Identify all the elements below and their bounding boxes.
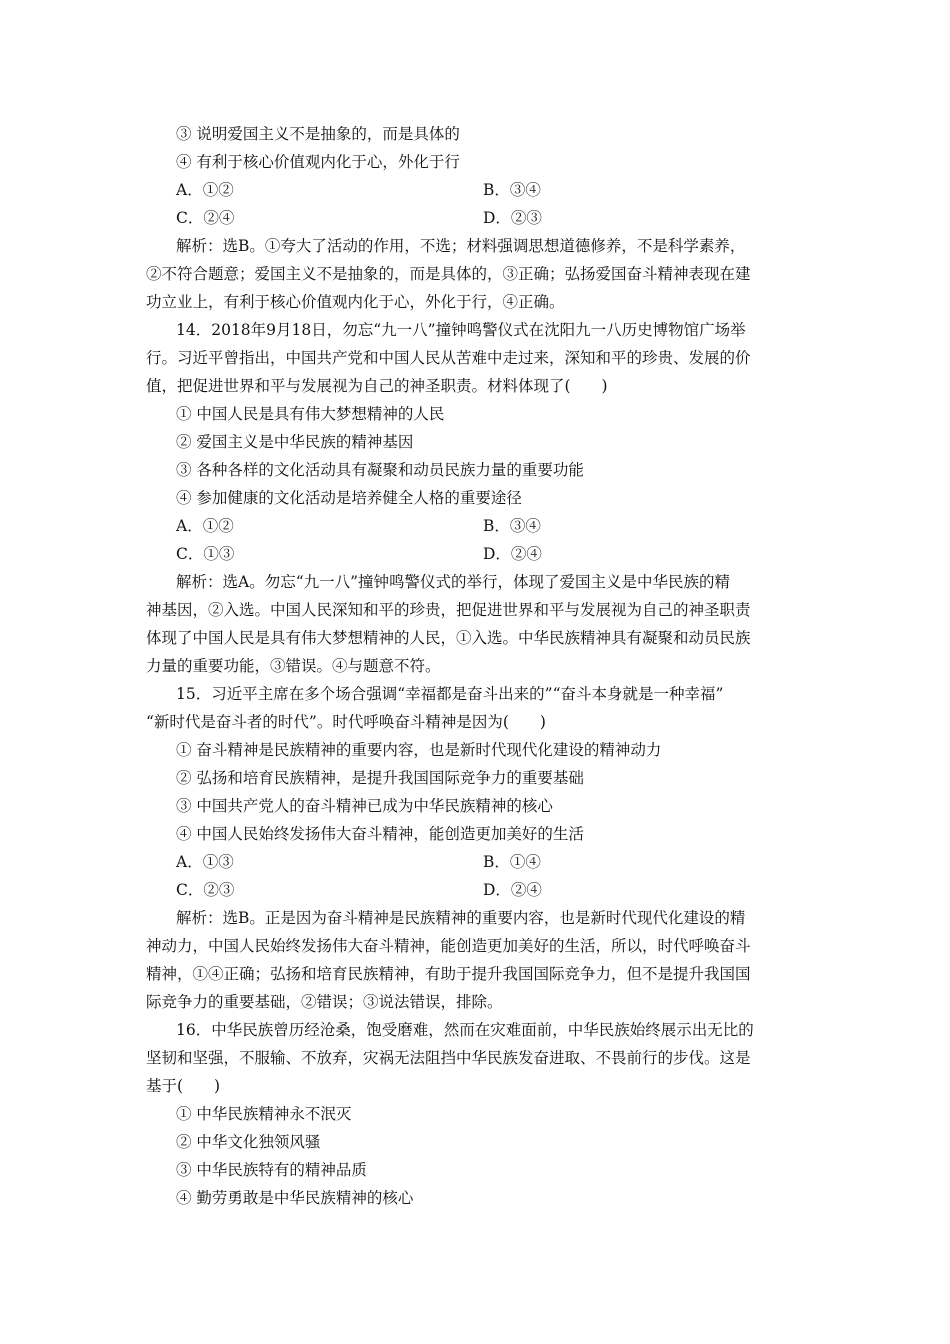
q14-item-3: ③ 各种各样的文化活动具有凝聚和动员民族力量的重要功能 bbox=[176, 461, 584, 479]
q14-option-d: D．②④ bbox=[483, 545, 542, 563]
q14-analysis-line: 力量的重要功能，③错误。④与题意不符。 bbox=[146, 657, 441, 675]
q14-stem-line: 行。习近平曾指出，中国共产党和中国人民从苦难中走过来，深知和平的珍贵、发展的价 bbox=[146, 349, 751, 367]
q15-option-d: D．②④ bbox=[483, 881, 542, 899]
q13-option-d: D．②③ bbox=[483, 209, 542, 227]
q16-stem-line: 坚韧和坚强，不服输、不放弃，灾祸无法阻挡中华民族发奋进取、不畏前行的步伐。这是 bbox=[146, 1049, 751, 1067]
q15-stem-line: 15．习近平主席在多个场合强调“幸福都是奋斗出来的”“奋斗本身就是一种幸福” bbox=[176, 685, 724, 703]
q15-analysis-line: 神动力，中国人民始终发扬伟大奋斗精神，能创造更加美好的生活，所以，时代呼唤奋斗 bbox=[146, 937, 751, 955]
q15-item-4: ④ 中国人民始终发扬伟大奋斗精神，能创造更加美好的生活 bbox=[176, 825, 584, 843]
q13-option-b: B．③④ bbox=[483, 181, 541, 199]
q16-item-1: ① 中华民族精神永不泯灭 bbox=[176, 1105, 352, 1123]
q14-analysis-line: 神基因，②入选。中国人民深知和平的珍贵，把促进世界和平与发展视为自己的神圣职责 bbox=[146, 601, 751, 619]
q16-item-4: ④ 勤劳勇敢是中华民族精神的核心 bbox=[176, 1189, 414, 1207]
q13-item-4: ④ 有利于核心价值观内化于心，外化于行 bbox=[176, 153, 460, 171]
q14-analysis-line: 体现了中国人民是具有伟大梦想精神的人民，①入选。中华民族精神具有凝聚和动员民族 bbox=[146, 629, 751, 647]
q14-stem-line: 值，把促进世界和平与发展视为自己的神圣职责。材料体现了( ) bbox=[146, 377, 608, 395]
q16-stem-line: 16．中华民族曾历经沧桑，饱受磨难，然而在灾难面前，中华民族始终展示出无比的 bbox=[176, 1021, 754, 1039]
q13-analysis-line: ②不符合题意；爱国主义不是抽象的，而是具体的，③正确；弘扬爱国奋斗精神表现在建 bbox=[146, 265, 751, 283]
q15-analysis-line: 际竞争力的重要基础，②错误；③说法错误，排除。 bbox=[146, 993, 503, 1011]
q13-item-3: ③ 说明爱国主义不是抽象的，而是具体的 bbox=[176, 125, 460, 143]
q14-item-2: ② 爱国主义是中华民族的精神基因 bbox=[176, 433, 414, 451]
q14-option-b: B．③④ bbox=[483, 517, 541, 535]
q14-option-c: C．①③ bbox=[176, 545, 235, 563]
q15-analysis-line: 精神，①④正确；弘扬和培育民族精神，有助于提升我国国际竞争力，但不是提升我国国 bbox=[146, 965, 751, 983]
q14-item-1: ① 中国人民是具有伟大梦想精神的人民 bbox=[176, 405, 445, 423]
q15-option-a: A．①③ bbox=[176, 853, 234, 871]
q15-item-1: ① 奋斗精神是民族精神的重要内容，也是新时代现代化建设的精神动力 bbox=[176, 741, 662, 759]
q14-item-4: ④ 参加健康的文化活动是培养健全人格的重要途径 bbox=[176, 489, 522, 507]
q15-option-b: B．①④ bbox=[483, 853, 541, 871]
q15-item-2: ② 弘扬和培育民族精神，是提升我国国际竞争力的重要基础 bbox=[176, 769, 584, 787]
q15-analysis-line: 解析：选B。正是因为奋斗精神是民族精神的重要内容，也是新时代现代化建设的精 bbox=[176, 909, 746, 927]
q13-option-c: C．②④ bbox=[176, 209, 235, 227]
q14-stem-line: 14．2018年9月18日，勿忘“九一八”撞钟鸣警仪式在沈阳九一八历史博物馆广场举 bbox=[176, 321, 746, 339]
q16-stem-line: 基于( ) bbox=[146, 1077, 221, 1095]
q14-option-a: A．①② bbox=[176, 517, 234, 535]
q13-option-a: A．①② bbox=[176, 181, 234, 199]
q14-analysis-line: 解析：选A。勿忘“九一八”撞钟鸣警仪式的举行，体现了爱国主义是中华民族的精 bbox=[176, 573, 731, 591]
q15-item-3: ③ 中国共产党人的奋斗精神已成为中华民族精神的核心 bbox=[176, 797, 553, 815]
q16-item-2: ② 中华文化独领风骚 bbox=[176, 1133, 321, 1151]
q13-analysis-line: 解析：选B。①夸大了活动的作用，不选；材料强调思想道德修养，不是科学素养， bbox=[176, 237, 746, 255]
q15-stem-line: “新时代是奋斗者的时代”。时代呼唤奋斗精神是因为( ) bbox=[146, 713, 546, 731]
q15-option-c: C．②③ bbox=[176, 881, 235, 899]
q13-analysis-line: 功立业上，有利于核心价值观内化于心，外化于行，④正确。 bbox=[146, 293, 565, 311]
q16-item-3: ③ 中华民族特有的精神品质 bbox=[176, 1161, 367, 1179]
